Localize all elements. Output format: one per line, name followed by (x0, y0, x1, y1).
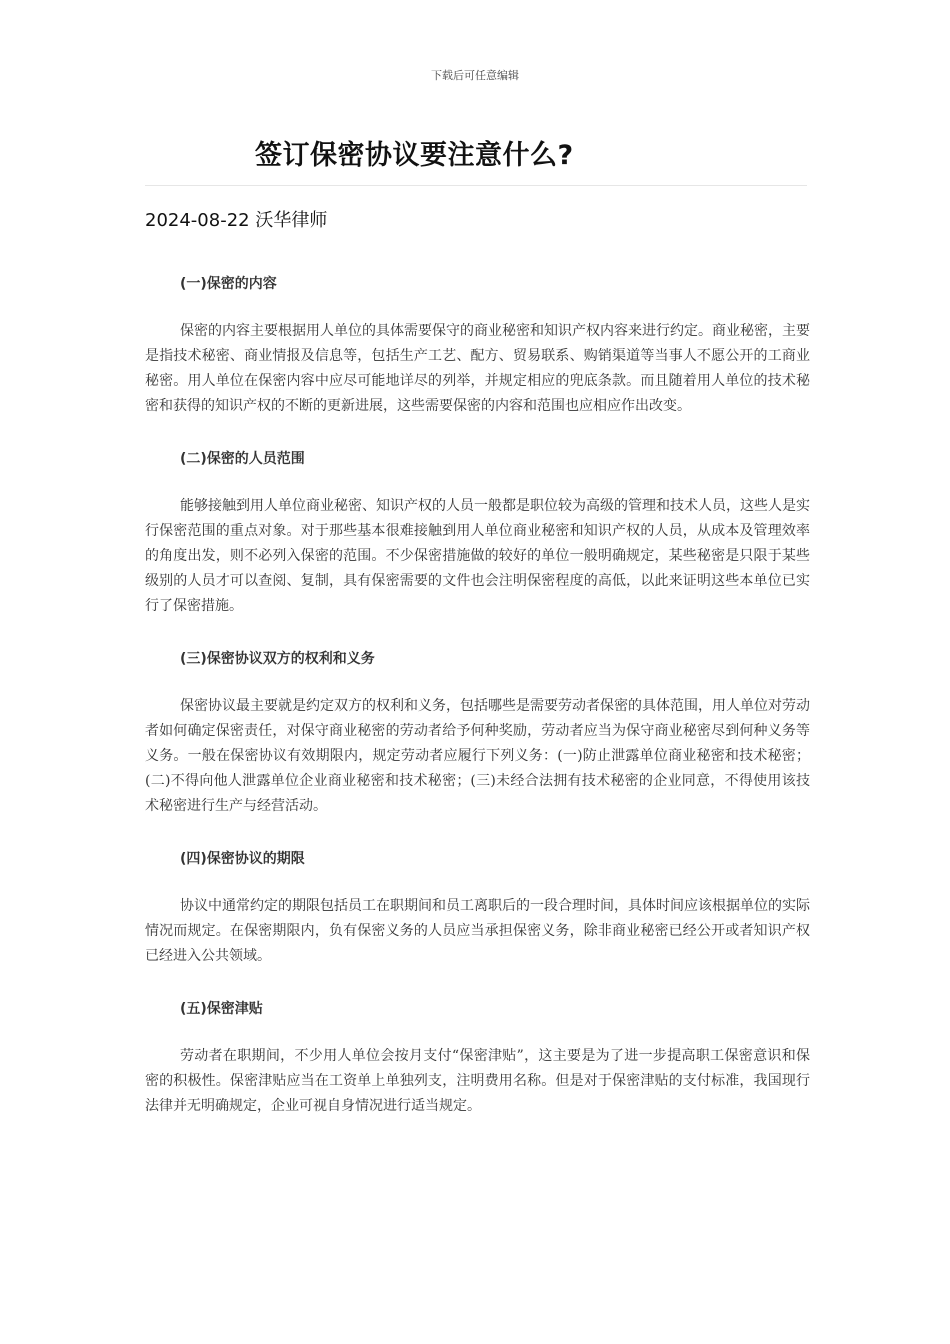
section-allowance (145, 997, 810, 1119)
section-rights-duties (145, 647, 810, 819)
section-paragraph: 保密的内容主要根据用人单位的具体需要保守的商业秘密和知识产权内容来进行约定。商业秘密，主要是指技术秘密、商业情报及信息等，包括生产工艺、配方、贸易联系、购销渠道等当事人不愿公开的工商业秘密。用人单位在保密内容中应尽可能地详尽的列举，并规定相应的兜底条款。而且随着用人单位的技术秘密和获得的知识产权的不断的更新进展，这些需要保密的内容和范围也应相应作出改变。 (145, 323, 810, 414)
section-term (145, 847, 810, 969)
section-heading: (四)保密协议的期限 (180, 851, 305, 867)
section-paragraph: 协议中通常约定的期限包括员工在职期间和员工离职后的一段合理时间，具体时间应该根据单位的实际情况而规定。在保密期限内，负有保密义务的人员应当承担保密义务，除非商业秘密已经公开或者知识产权已经进入公共领域。 (145, 898, 810, 964)
section-heading: (三)保密协议双方的权利和义务 (180, 651, 375, 667)
section-content (145, 272, 810, 419)
title-divider (145, 185, 807, 186)
section-paragraph: 劳动者在职期间，不少用人单位会按月支付“保密津贴”，这主要是为了进一步提高职工保密意识和保密的积极性。保密津贴应当在工资单上单独列支，注明费用名称。但是对于保密津贴的支付标准，我国现行法律并无明确规定，企业可视自身情况进行适当规定。 (145, 1048, 810, 1114)
article-meta: 2024-08-22 沃华律师 (145, 210, 328, 231)
section-paragraph: 能够接触到用人单位商业秘密、知识产权的人员一般都是职位较为高级的管理和技术人员，这些人是实行保密范围的重点对象。对于那些基本很难接触到用人单位商业秘密和知识产权的人员，从成本及管理效率的角度出发，则不必列入保密的范围。不少保密措施做的较好的单位一般明确规定，某些秘密是只限于某些级别的人员才可以查阅、复制，具有保密需要的文件也会注明保密程度的高低，以此来证明这些本单位已实行了保密措施。 (145, 498, 810, 614)
section-heading: (一)保密的内容 (180, 276, 277, 292)
article-body (145, 272, 810, 1147)
page-title: 签订保密协议要注意什么? (255, 140, 574, 171)
section-heading: (二)保密的人员范围 (180, 451, 305, 467)
section-paragraph: 保密协议最主要就是约定双方的权利和义务，包括哪些是需要劳动者保密的具体范围，用人单位对劳动者如何确定保密责任，对保守商业秘密的劳动者给予何种奖励，劳动者应当为保守商业秘密尽到何种义务等义务。一般在保密协议有效期限内，规定劳动者应履行下列义务：(一)防止泄露单位商业秘密和技术秘密；(二)不得向他人泄露单位企业商业秘密和技术秘密；(三)未经合法拥有技术秘密的企业同意，不得使用该技术秘密进行生产与经营活动。 (145, 698, 810, 814)
header-note: 下载后可任意编辑 (431, 69, 519, 82)
section-personnel (145, 447, 810, 619)
section-heading: (五)保密津贴 (180, 1001, 263, 1017)
